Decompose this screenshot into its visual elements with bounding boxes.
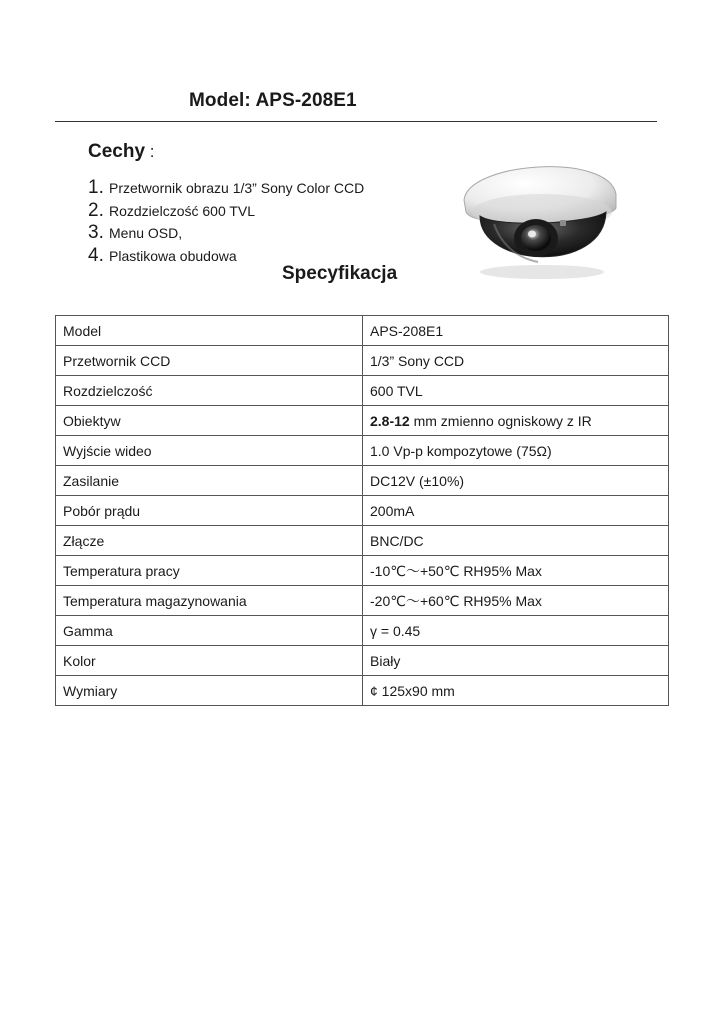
dome-camera-image bbox=[458, 150, 624, 282]
spec-value: 600 TVL bbox=[363, 376, 669, 406]
spec-value: -20℃～+60℃ RH95% Max bbox=[363, 586, 669, 616]
feature-number: 1. bbox=[88, 177, 104, 198]
spec-key: Złącze bbox=[56, 526, 363, 556]
table-row bbox=[56, 346, 669, 376]
spec-value: BNC/DC bbox=[363, 526, 669, 556]
feature-text: Rozdzielczość 600 TVL bbox=[109, 202, 256, 219]
spec-value: 1.0 Vp-p kompozytowe (75Ω) bbox=[363, 436, 669, 466]
spec-value: Biały bbox=[363, 646, 669, 676]
spec-value: DC12V (±10%) bbox=[363, 466, 669, 496]
features-heading-label: Cechy bbox=[88, 141, 146, 162]
table-row bbox=[56, 496, 669, 526]
features-heading bbox=[88, 141, 154, 163]
feature-item bbox=[88, 177, 364, 200]
page-title: Model: APS-208E1 bbox=[189, 90, 357, 111]
spec-value bbox=[363, 406, 669, 436]
spec-value: 1/3” Sony CCD bbox=[363, 346, 669, 376]
spec-table bbox=[55, 315, 669, 706]
feature-number: 2. bbox=[88, 199, 104, 221]
feature-item bbox=[88, 200, 364, 223]
spec-value: -10℃～+50℃ RH95% Max bbox=[363, 556, 669, 586]
spec-value-bold: 2.8-12 bbox=[370, 412, 410, 429]
spec-key: Temperatura pracy bbox=[56, 556, 363, 586]
table-row bbox=[56, 316, 669, 346]
spec-value: 200mA bbox=[363, 496, 669, 526]
spec-value: ¢ 125x90 mm bbox=[363, 676, 669, 706]
spec-value-text: mm zmienno ogniskowy z IR bbox=[409, 412, 592, 429]
table-row bbox=[56, 436, 669, 466]
spec-key: Rozdzielczość bbox=[56, 376, 363, 406]
spec-key: Gamma bbox=[56, 616, 363, 646]
spec-key: Kolor bbox=[56, 646, 363, 676]
table-row bbox=[56, 376, 669, 406]
spec-value: γ = 0.45 bbox=[363, 616, 669, 646]
spec-value: APS-208E1 bbox=[363, 316, 669, 346]
table-row bbox=[56, 406, 669, 436]
spec-key: Obiektyw bbox=[56, 406, 363, 436]
table-row bbox=[56, 676, 669, 706]
spec-key: Zasilanie bbox=[56, 466, 363, 496]
spec-key: Temperatura magazynowania bbox=[56, 586, 363, 616]
feature-text: Plastikowa obudowa bbox=[109, 247, 237, 264]
features-list bbox=[88, 177, 364, 267]
spec-key: Wyjście wideo bbox=[56, 436, 363, 466]
feature-item bbox=[88, 222, 364, 245]
table-row bbox=[56, 646, 669, 676]
spec-key: Przetwornik CCD bbox=[56, 346, 363, 376]
feature-number: 3. bbox=[88, 222, 104, 243]
table-row bbox=[56, 616, 669, 646]
table-row bbox=[56, 586, 669, 616]
spec-key: Wymiary bbox=[56, 676, 363, 706]
table-row bbox=[56, 466, 669, 496]
spec-heading: Specyfikacja bbox=[282, 263, 398, 284]
title-divider bbox=[55, 121, 657, 122]
spec-key: Model bbox=[56, 316, 363, 346]
table-row bbox=[56, 526, 669, 556]
table-row bbox=[56, 556, 669, 586]
features-heading-colon: : bbox=[145, 142, 155, 161]
feature-text: Przetwornik obrazu 1/3” Sony Color CCD bbox=[109, 180, 365, 196]
feature-number: 4. bbox=[88, 244, 104, 266]
feature-text: Menu OSD, bbox=[109, 225, 183, 241]
spec-key: Pobór prądu bbox=[56, 496, 363, 526]
